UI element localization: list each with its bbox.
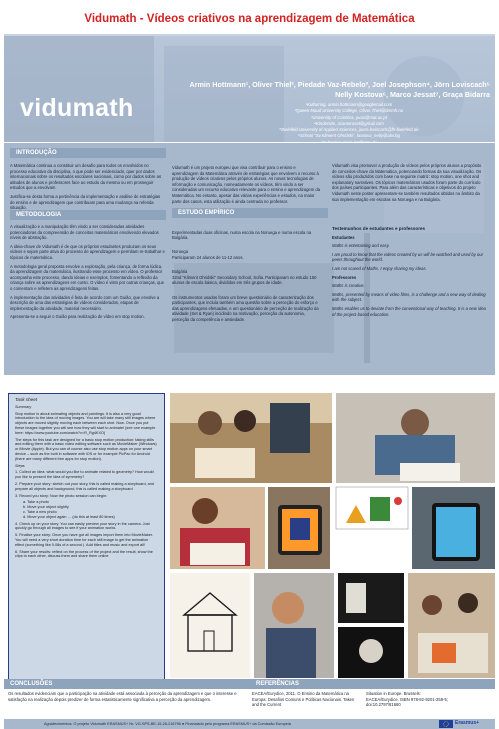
photo-4-tablet-app bbox=[268, 487, 330, 569]
task-p1: Stop motion is about animating objects and paintings. It is also a very good introduction to the idea of moving images. You are will take many still images where objects are moved slightly moving each between each shot. Now. Once you put these images together you will see how they will start to animate! (see one example here: https://www.youtube.com/watch?v=R_Rg4KXO) bbox=[15, 411, 156, 435]
testimony-s1: Maths is entertaining and easy. bbox=[332, 243, 390, 249]
testimony-s2: I am proud to know that the videos created by us will be watched and used by our peers throughout the world. bbox=[332, 251, 484, 263]
method-p2: A ideia-chave de Vidumath é de que os próprios estudantes produzam os seus vídeos e sejam parte ativa do processo de aprendizagem e permitam re-trabalhar e tópicos de matemática. bbox=[10, 243, 165, 260]
method-p4: A implementação das atividades é feita de acordo com um Guião, que envolve a descrição de uma das estratégias de vídeos considerados, etapas de implementação da atividade, material necessário. bbox=[10, 294, 160, 311]
task-s3b: b. Move your object slightly bbox=[23, 505, 69, 510]
affil-3: ³University of Coimbra, pvaz@mat.uc.pt bbox=[311, 114, 387, 120]
testimony-t3: Maths enables us to deviate from the conventional way of teaching. It is a new idea of the project-based education. bbox=[332, 305, 486, 317]
photo-8-video-stills bbox=[338, 573, 404, 678]
eu-flag-icon bbox=[439, 720, 453, 728]
task-s3: 3. Record you story: Now the photo session can begin: bbox=[15, 493, 108, 498]
intro-col3: Vidumath visa promover a produção de vídeos pelos próprios alunos a propósito de conceitos-chave da Matemática, potenciando formas da sua visualização. Os vídeos são produzidos com base na seguinte matriz: stop motion, one shot and explanatory narratives. Os tópicos matemáticos usados foram parte do currículo dos países participantes. Para além das características e objetivos do projeto Vidumath neste poster apresentam-se também resultados obtidos no âmbito da sua implementação em escolas na Noruega e na Bulgária. bbox=[332, 163, 482, 202]
authors-line2: Nelly Kostova⁶, Marco Jessat⁷, Graça Bidarra bbox=[335, 90, 490, 99]
erasmus-logo: Erasmus+ bbox=[455, 720, 480, 726]
photo-collage bbox=[170, 393, 495, 678]
task-s3a: a. Take a photo bbox=[23, 500, 49, 505]
conclusions-text: Os resultados evidenciam que a participação na atividade está associada à perceção da aprendizagem e que o interesse e satisfação na realização depois predizer de forma estatisticamente significativa a perceção da aprendizagem. bbox=[8, 691, 237, 702]
content-panel bbox=[4, 143, 495, 375]
authors bbox=[182, 80, 490, 100]
affil-6: ⁶School "Sv.Kliment Ohridski", kostova_nelly@abv.bg bbox=[298, 133, 400, 139]
task-title: Task sheet bbox=[15, 397, 38, 402]
task-sheet-box bbox=[8, 393, 165, 680]
task-sheet-content bbox=[15, 398, 157, 561]
method-p1: A visualização e a manipulação têm vindo a ser consideradas atividades potenciadoras da compreensão de conceitos matemáticos envolvendo elevados níveis de abstração. bbox=[10, 224, 159, 241]
study-p4: Os instrumentos usados foram um breve questionário de caracterização dos participantes, que incluía também uma questão sobre a perceção do esforço e das aprendizagens efetuadas, e um questionário de perceção de realização da atividade (Set & Ryan) incidindo na motivação, perceção da autonomia, perceção da competência e ansiedade. bbox=[172, 294, 319, 322]
title-bar bbox=[4, 4, 495, 36]
testimony-t1: Maths is creative. bbox=[332, 283, 365, 289]
study-text bbox=[172, 224, 322, 331]
intro-col2: Vidumath é um projeto europeu que visa contribuir para o ensino e aprendizagem da Matemática através de estratégias que envolvem o recurso à produção de vídeos criativos pelos próprios alunos. As novas tecnologias de informação e comunicação, nomeadamente os vídeos, têm vindo a ser consideradas um recurso educativo relevante para o ensino e aprendizagem da Matemática. No entanto, apesar das várias experiências e estudos, na maior parte dos casos, esta utilização é ainda centrada no professor. bbox=[172, 165, 321, 204]
photo-7-girl-smiling bbox=[254, 573, 334, 678]
header-panel bbox=[4, 36, 495, 142]
affil-1: ¹Kulturring, armin.hottmann@googlemail.com bbox=[305, 102, 393, 107]
task-s6: 6. Share your results: reflect on the process of the project and the result, show the clips to each other, discuss them and share them online bbox=[15, 549, 153, 559]
photo-1-classroom-tablet bbox=[170, 393, 332, 483]
photo-9-group-table bbox=[408, 573, 495, 678]
task-s5: 5. Finalise your story: Once you have got all images import them into MovieMaker. You will need a very short duration time for each still image to get the animation effect (something like 0.08s of a second ). Add titles and music and export all! bbox=[15, 533, 154, 547]
intro-p1: A Matemática continua a constituir um desafio para todos os envolvidos no processo educativo da disciplina, o que pode ser evidenciado, quer por dados internacionais sobre os resultados escolares nacionais, como por dados sobre as atitudes de alunos e professores face ao estudo da mesma ou em prosseguir estudos que a envolvam. bbox=[10, 163, 162, 191]
study-p2: Noruega Participaram 24 alunos de 11-12 anos. bbox=[172, 249, 244, 260]
task-s1: 1. Collect an idea: what would you like to animate related to geometry? How would you like to present the idea of symmetry? bbox=[15, 470, 154, 480]
references-heading: REFERÊNCIAS bbox=[250, 679, 495, 689]
testimony-students: Estudantes bbox=[332, 234, 355, 240]
intro-heading: INTRODUÇÃO bbox=[10, 148, 166, 158]
testimony-s3: I am not scared of Maths. I enjoy sharing my ideas. bbox=[332, 265, 427, 271]
method-heading: METODOLOGIA bbox=[10, 210, 166, 220]
task-s2: 2. Prepare your story: sketch out your story, this is called making a storyboard, and prepare all objects and background, this is called making a storyboard bbox=[15, 481, 155, 491]
method-text bbox=[10, 224, 165, 323]
task-s3d: d. Move your object again … (do this at least 80 times) bbox=[23, 514, 115, 519]
testimony-t2: Maths, presented by means of video films, is a challenge and a new way of dealing with the subject. bbox=[332, 291, 486, 303]
photo-2-boy-drawing bbox=[336, 393, 495, 483]
conclusions-heading: CONCLUSÕES bbox=[4, 679, 250, 689]
affil-4: ⁴Kindersite, acameraset@gmail.com bbox=[314, 120, 384, 126]
vidumath-logo bbox=[20, 92, 152, 128]
study-p3: Bulgária 32nd "Kliment Ohridski" Secondary School, Sofia. Participaram no estudo 150 alunos de escola básica, divididos em três grupos de idade. bbox=[172, 269, 317, 286]
intro-p2: Justifica-se desta forma a pertinência da implementação e análise de estratégias de ensino e de aprendizagem que contribuam para uma mudança na referida situação. bbox=[10, 193, 161, 211]
footer-bar bbox=[4, 719, 495, 729]
testimony-heading: Testemunhos de estudantes e professores bbox=[332, 226, 426, 231]
authors-line1: Armin Hottmann¹, Oliver Thiel², Piedade Vaz-Rebelo³, Joel Josephson⁴, Jörn Loviscach⁵ bbox=[189, 80, 490, 89]
task-steps: Steps bbox=[15, 463, 25, 468]
testimony-block bbox=[332, 226, 487, 320]
reference-2: Situation in Europe. Brussels: EACEA/Eurydice. ISBN 978-92-9201-259-5; doi:10.2797/81660 bbox=[366, 691, 448, 708]
task-s3c: c. Take a new photo bbox=[23, 509, 57, 514]
poster-title: Vidumath - Vídeos criativos na aprendizagem de Matemática bbox=[84, 13, 415, 25]
affil-2: ²Queen Maud University College, Oliver.Thiel@dmmh.no bbox=[294, 108, 404, 114]
photo-5-video-frames bbox=[336, 487, 495, 569]
affil-5: ⁵Bielefeld University of Applied Sciences, joern.loviscach@fh-bielefeld.de bbox=[279, 127, 419, 133]
bottom-section bbox=[4, 679, 495, 719]
testimony-teachers: Professores bbox=[332, 274, 357, 280]
study-p1: Experimentadas duas oficinas, numa escola na Noruega e numa escola na Bulgária. bbox=[172, 229, 312, 241]
study-heading: ESTUDO EMPÍRICO bbox=[172, 208, 328, 218]
task-p2: The steps for this task are designed for a basic stop motion production: taking stills and editing them with a basic video editing software such as MovieMaker (Windows) or iMovie (Apple). But you can of course also use stop motion apps on your smart device – such as the built in software with iOS or for example PicPac for Android (there are many different free apps for stop motion). bbox=[15, 437, 157, 461]
method-p3: A metodologia geral proposta envolve a exploração, pela criança, de forma lúdica, da aprendizagem da matemática, ilustrando esse processo em vídeo. O professor acompanha este processo, dando ideias e exemplos, fomentando a reflexão da criança sobre as aprendizagens em curso. O vídeo é visto por outras crianças, que o comentam e refletem as aprendizagens feitas. bbox=[10, 263, 165, 291]
logo-text: vidumath bbox=[20, 94, 134, 122]
photo-3-girl-drawing bbox=[170, 487, 265, 569]
task-s4: 4. Check up on your story: You can easily preview your story in the camera. Just quickly go through all images to see if your animation works. bbox=[15, 521, 150, 531]
reference-1: EACEA/Eurydice, 2011. O Ensino da Matemática na Europa: Desafios Comuns e Políticas Nacionais. Taken and the Current bbox=[252, 691, 355, 708]
footer-text: Agradecimentos: O projeto Vidumath ERASMUS+ Nr. VG-SPS-BE-15-26-216796 ● Financiado pelo programa ERASMUS+ da Comissão Europeia bbox=[44, 722, 291, 726]
photo-collage-svg bbox=[170, 393, 495, 678]
photo-6-house-drawing bbox=[170, 573, 250, 678]
intro-text bbox=[10, 163, 165, 214]
method-p5: Apresenta-se a seguir o Guião para realização de vídeo em stop motion. bbox=[10, 314, 145, 320]
task-summary: Summary bbox=[15, 404, 32, 409]
